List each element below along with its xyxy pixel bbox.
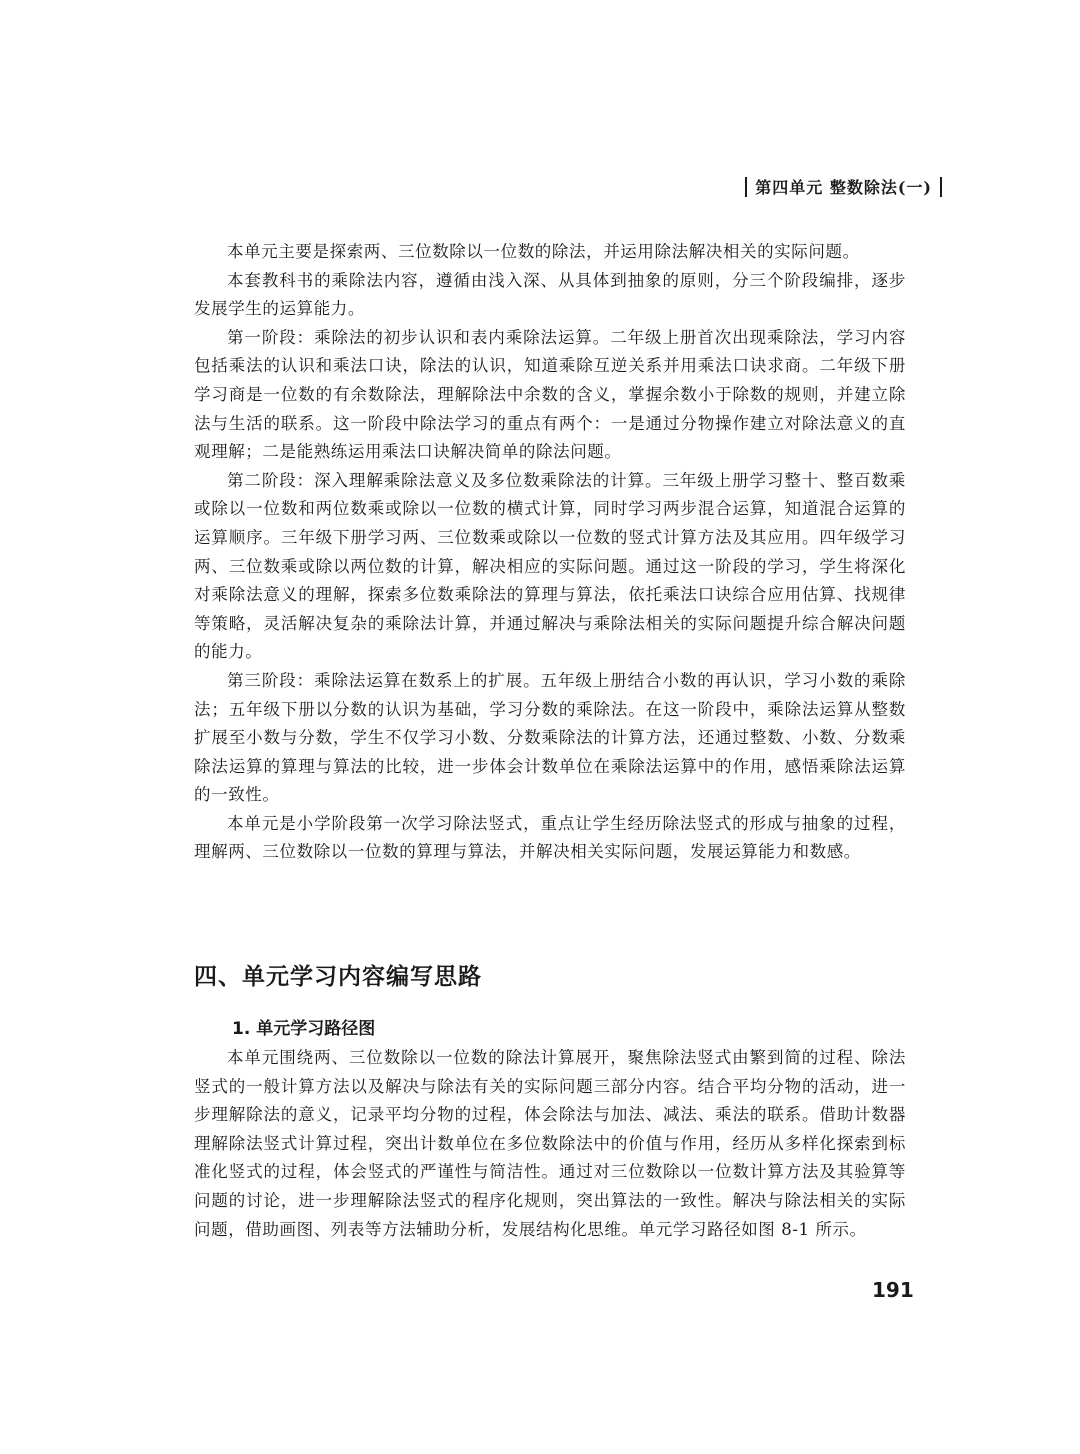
paragraph-stage-3: 第三阶段：乘除法运算在数系上的扩展。五年级上册结合小数的再认识，学习小数的乘除法；五年级下册以分数的认识为基础，学习分数的乘除法。在这一阶段中，乘除法运算从整数扩展至小数与分数，学生不仅学习小数、分数乘除法的计算方法，还通过整数、小数、分数乘除法运算的算理与算法的比较，进一步体会计数单位在乘除法运算中的作用，感悟乘除法运算的一致性。 <box>194 670 906 805</box>
paragraph-intro: 本单元主要是探索两、三位数除以一位数的除法，并运用除法解决相关的实际问题。 <box>227 242 860 261</box>
subsection-title: 1. 单元学习路径图 <box>232 1019 376 1039</box>
paragraph-stage-1: 第一阶段：乘除法的初步认识和表内乘除法运算。二年级上册首次出现乘除法，学习内容包括乘法的认识和乘法口诀，除法的认识，知道乘除互逆关系并用乘法口诀求商。二年级下册学习商是一位数的有余数除法，理解除法中余数的含义，掌握余数小于除数的规则，并建立除法与生活的联系。这一阶段中除法学习的重点有两个：一是通过分物操作建立对除法意义的直观理解；二是能熟练运用乘法口诀解决简单的除法问题。 <box>194 327 906 462</box>
header-left-rule <box>745 177 747 197</box>
section-body <box>194 1044 906 1244</box>
page-number: 191 <box>872 1278 914 1302</box>
running-title: 第四单元 整数除法(一) <box>755 178 932 197</box>
running-header <box>745 175 942 198</box>
paragraph-learning-path: 本单元围绕两、三位数除以一位数的除法计算展开，聚焦除法竖式由繁到简的过程、除法竖式的一般计算方法以及解决与除法有关的实际问题三部分内容。结合平均分物的活动，进一步理解除法的意义，记录平均分物的过程，体会除法与加法、减法、乘法的联系。借助计数器理解除法竖式计算过程，突出计数单位在多位数除法中的价值与作用，经历从多样化探索到标准化竖式的过程，体会竖式的严谨性与简洁性。通过对三位数除以一位数计算方法及其验算等问题的讨论，进一步理解除法竖式的程序化规则，突出算法的一致性。解决与除法相关的实际问题，借助画图、列表等方法辅助分析，发展结构化思维。单元学习路径如图 8-1 所示。 <box>194 1048 906 1239</box>
paragraph-stage-2: 第二阶段：深入理解乘除法意义及多位数乘除法的计算。三年级上册学习整十、整百数乘或除以一位数和两位数乘或除以一位数的横式计算，同时学习两步混合运算，知道混合运算的运算顺序。三年级下册学习两、三位数乘或除以一位数的竖式计算方法及其应用。四年级学习两、三位数乘或除以两位数的计算，解决相应的实际问题。通过这一阶段的学习，学生将深化对乘除法意义的理解，探索多位数乘除法的算理与算法，依托乘法口诀综合应用估算、找规律等策略，灵活解决复杂的乘除法计算，并通过解决与乘除法相关的实际问题提升综合解决问题的能力。 <box>194 470 906 662</box>
section-title: 四、单元学习内容编写思路 <box>194 964 482 990</box>
paragraph-overview: 本套教科书的乘除法内容，遵循由浅入深、从具体到抽象的原则，分三个阶段编排，逐步发展学生的运算能力。 <box>194 270 906 319</box>
header-right-rule <box>940 177 942 197</box>
body-text <box>194 238 906 867</box>
paragraph-unit-focus: 本单元是小学阶段第一次学习除法竖式，重点让学生经历除法竖式的形成与抽象的过程，理解两、三位数除以一位数的算理与算法，并解决相关实际问题，发展运算能力和数感。 <box>194 813 906 862</box>
